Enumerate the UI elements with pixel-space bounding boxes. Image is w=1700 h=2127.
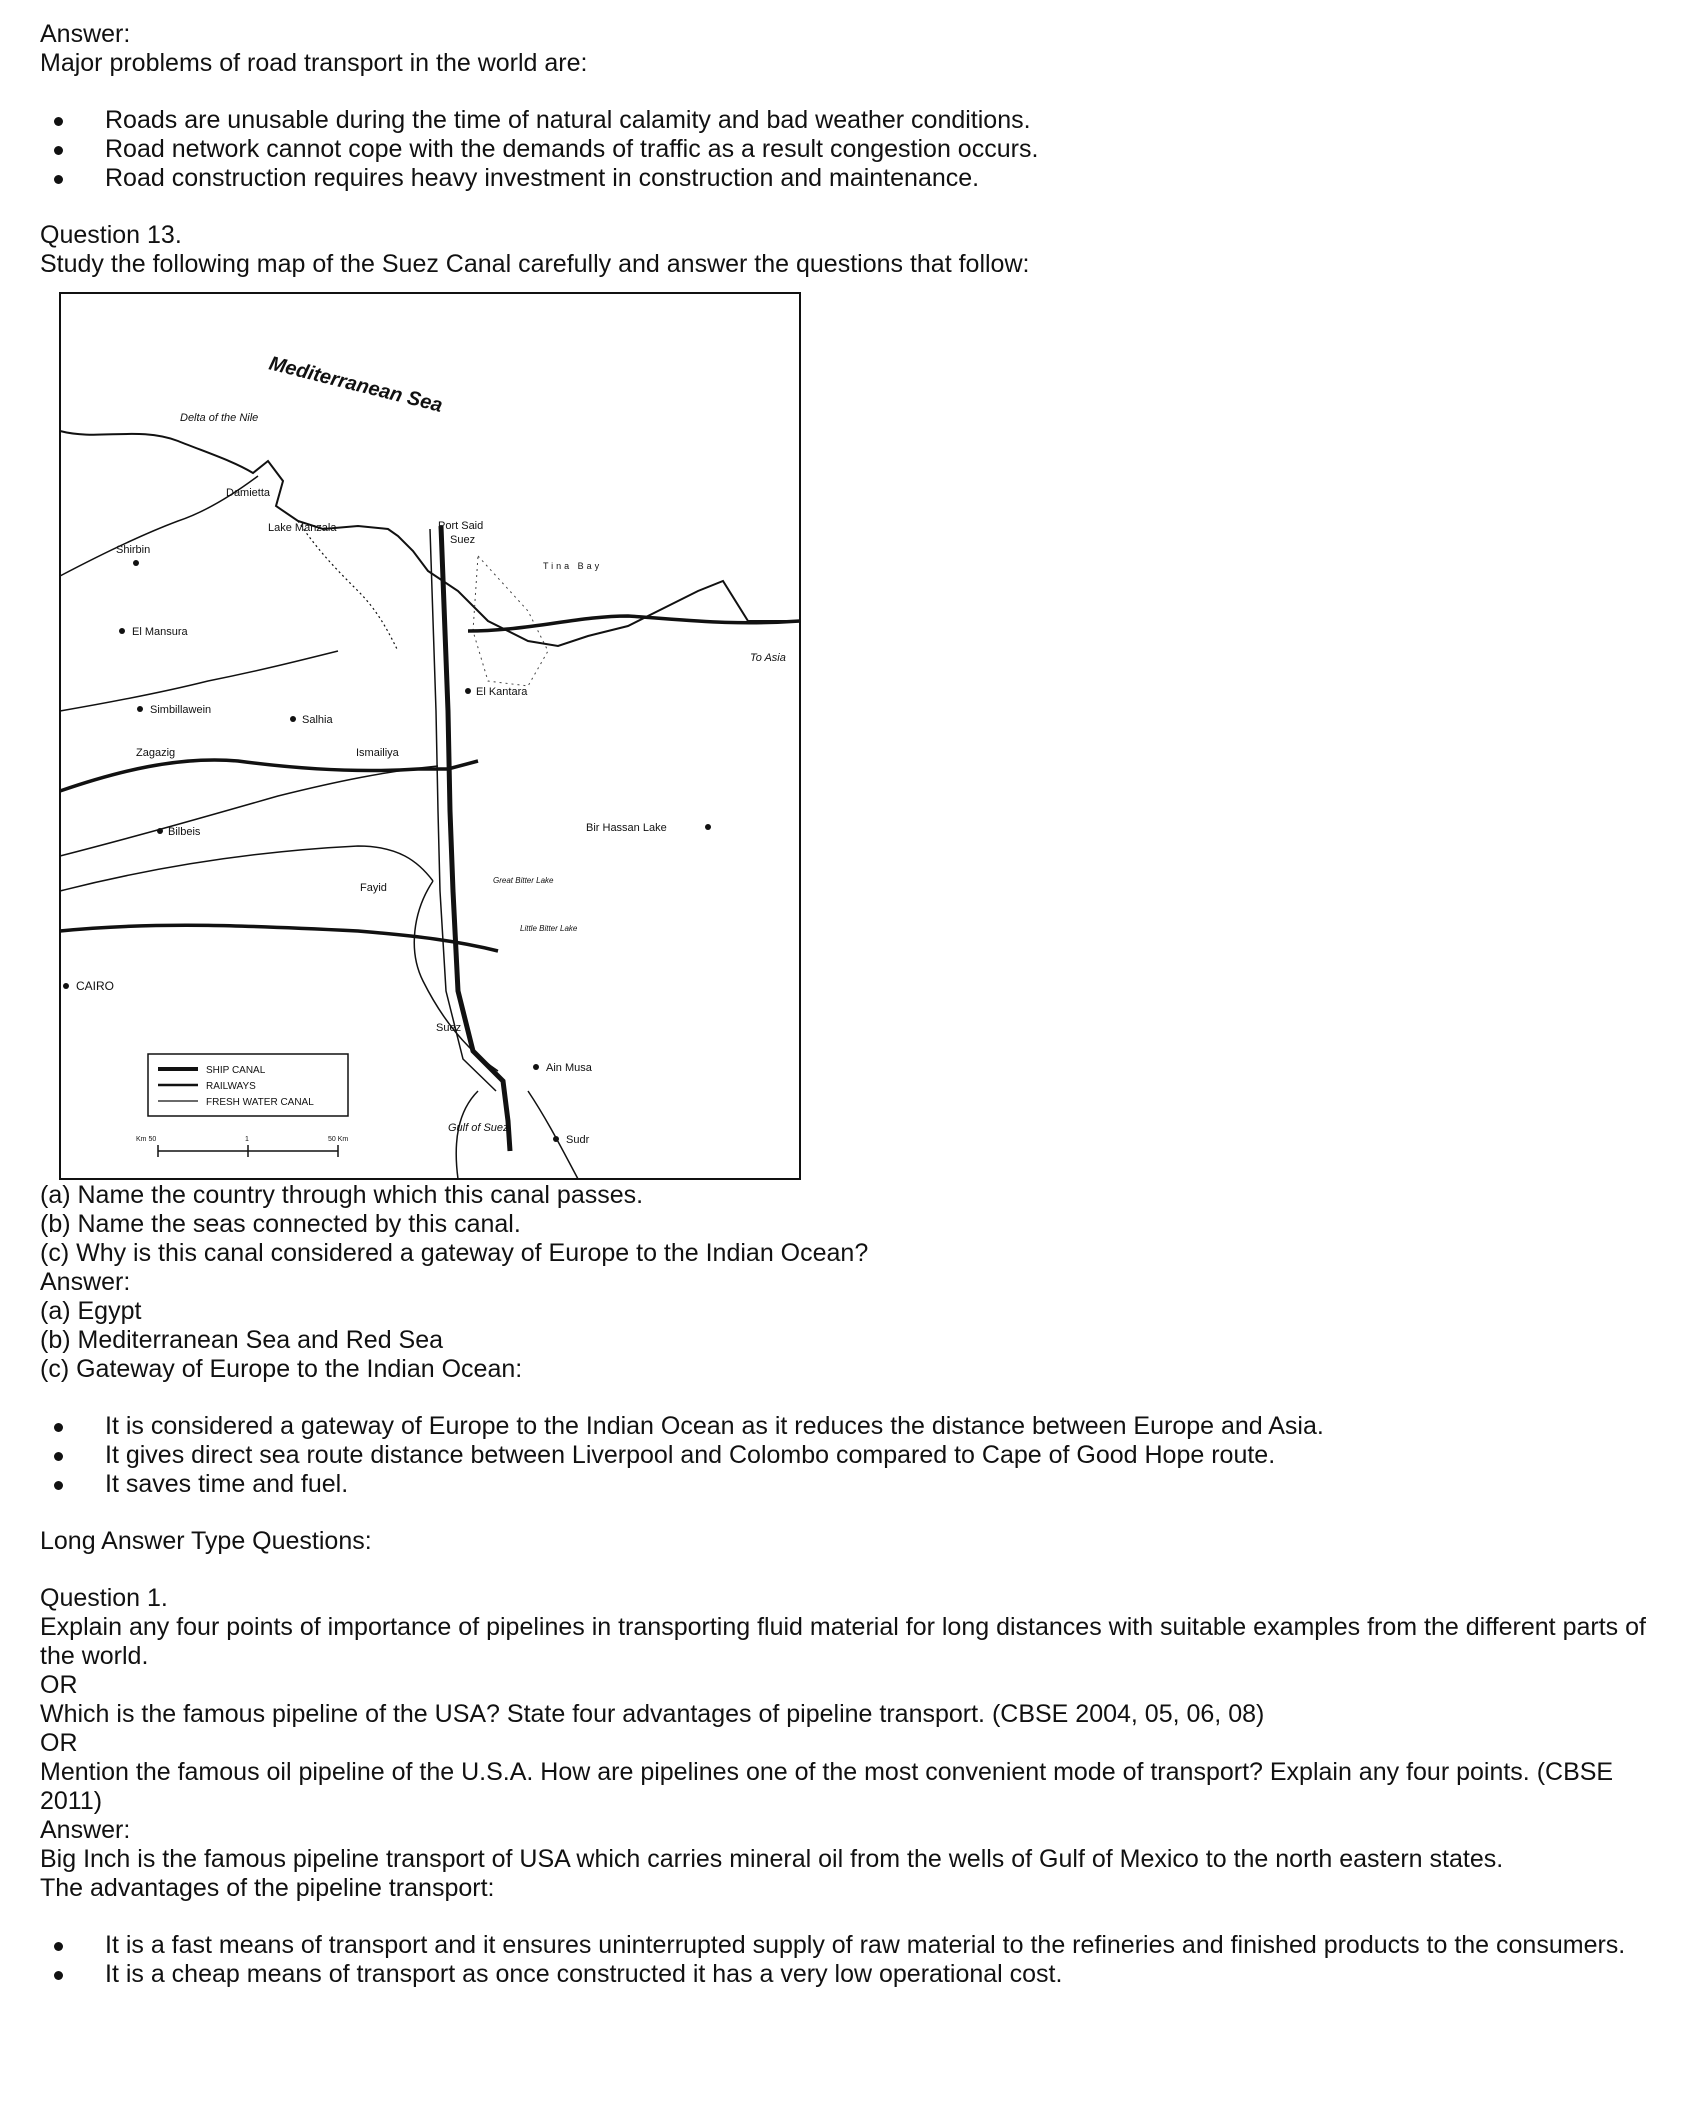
map-dot-bir-hassan [705,824,711,830]
map-label-fayid: Fayid [360,882,387,894]
map-label-to-asia: To Asia [750,652,786,664]
list-item: It saves time and fuel. [40,1470,1670,1499]
map-label-suez-top: Suez [450,534,476,546]
map-label-shirbin: Shirbin [116,544,151,556]
map-label-cairo: CAIRO [76,979,115,993]
map-label-ismailiya: Ismailiya [356,747,399,759]
suez-canal-map [40,291,785,1181]
map-label-little-bitter: Little Bitter Lake [520,924,578,933]
map-label-damietta: Damietta [226,487,271,499]
map-label-ain-musa: Ain Musa [546,1062,592,1074]
list-item: It is a fast means of transport and it ensures uninterrupted supply of raw material to the refineries and finished products to the consumers. [40,1931,1670,1960]
answer-intro: Major problems of road transport in the world are: [40,49,588,77]
map-dot-simbillawein [137,706,143,712]
list-item: It is considered a gateway of Europe to the Indian Ocean as it reduces the distance between Europe and Asia. [40,1412,1670,1441]
legend-fresh-water-canal: FRESH WATER CANAL [206,1097,314,1108]
map-label-suez: Suez [436,1022,462,1034]
map-label-bir-hassan: Bir Hassan Lake [586,822,667,834]
map-dot-el-kantara [465,688,471,694]
pipeline-advantages-list [40,1931,1670,1989]
map-label-salhia: Salhia [302,714,333,726]
map-label-port-said: Port Said [438,520,484,532]
legend-ship-canal: SHIP CANAL [206,1065,266,1076]
answer-a: (a) Egypt [40,1297,142,1325]
map-label-el-kantara: El Kantara [476,686,528,698]
answer-c: (c) Gateway of Europe to the Indian Ocean: [40,1355,523,1383]
map-label-bilbeis: Bilbeis [168,826,201,838]
or-separator: OR [40,1729,78,1757]
answer-b: (b) Mediterranean Sea and Red Sea [40,1326,444,1354]
map-figure [58,291,803,1181]
question-13-label: Question 13. [40,221,182,249]
gateway-points-list [40,1412,1670,1499]
answer-label-13: Answer: [40,1268,131,1296]
answer-text-long: Big Inch is the famous pipeline transport of USA which carries mineral oil from the wells of Gulf of Mexico to the north eastern states. [40,1845,1504,1873]
list-item: Roads are unusable during the time of natural calamity and bad weather conditions. [40,106,1670,135]
answer-label: Answer: [40,20,131,48]
list-item: It is a cheap means of transport as once constructed it has a very low operational cost. [40,1960,1670,1989]
or-separator: OR [40,1671,78,1699]
map-frame [60,293,800,1179]
scale-label-right: 50 Km [328,1136,349,1143]
map-dot-el-mansura [119,628,125,634]
map-label-el-mansura: El Mansura [132,626,188,638]
map-label-simbillawein: Simbillawein [150,704,212,716]
sub-question-c: (c) Why is this canal considered a gateway of Europe to the Indian Ocean? [40,1239,869,1267]
document-page [40,20,1670,1989]
question-1-alt-1: Which is the famous pipeline of the USA? State four advantages of pipeline transport. (CBSE 2004, 05, 06, 08) [40,1700,1265,1728]
question-1-alt-2: Mention the famous oil pipeline of the U.S.A. How are pipelines one of the most convenient mode of transport? Explain any four points. (CBSE 2011) [40,1758,1614,1815]
section-heading: Long Answer Type Questions: [40,1527,372,1555]
legend-railways: RAILWAYS [206,1081,256,1092]
list-item: It gives direct sea route distance between Liverpool and Colombo compared to Cape of Good Hope route. [40,1441,1670,1470]
list-item: Road construction requires heavy investment in construction and maintenance. [40,164,1670,193]
map-dot-sudr [553,1136,559,1142]
map-dot-cairo [63,983,69,989]
map-dot-salhia [290,716,296,722]
map-label-tina-bay: Tina Bay [543,561,603,571]
answer-label-long: Answer: [40,1816,131,1844]
map-dot-shirbin [133,560,139,566]
map-label-sea: Mediterranean Sea [266,352,445,417]
map-label-sudr: Sudr [566,1134,590,1146]
map-label-zagazig: Zagazig [136,747,176,759]
map-dot-ain-musa [533,1064,539,1070]
map-label-great-bitter: Great Bitter Lake [493,876,554,885]
advantages-intro: The advantages of the pipeline transport: [40,1874,495,1902]
scale-label-mid: 1 [245,1136,249,1143]
sub-question-a: (a) Name the country through which this canal passes. [40,1181,644,1209]
sub-question-b: (b) Name the seas connected by this canal. [40,1210,521,1238]
question-1-text: Explain any four points of importance of pipelines in transporting fluid material for long distances with suitable examples from the different parts of the world. [40,1613,1646,1670]
scale-label-left: Km 50 [136,1136,157,1143]
map-label-lake-manzala: Lake Manzala [268,522,337,534]
question-1-label: Question 1. [40,1584,168,1612]
map-dot-bilbeis [157,828,163,834]
map-label-gulf-of-suez: Gulf of Suez [448,1122,509,1134]
road-problems-list [40,106,1670,193]
question-13-prompt: Study the following map of the Suez Canal carefully and answer the questions that follow: [40,250,1030,278]
list-item: Road network cannot cope with the demands of traffic as a result congestion occurs. [40,135,1670,164]
map-label-delta: Delta of the Nile [180,412,259,424]
